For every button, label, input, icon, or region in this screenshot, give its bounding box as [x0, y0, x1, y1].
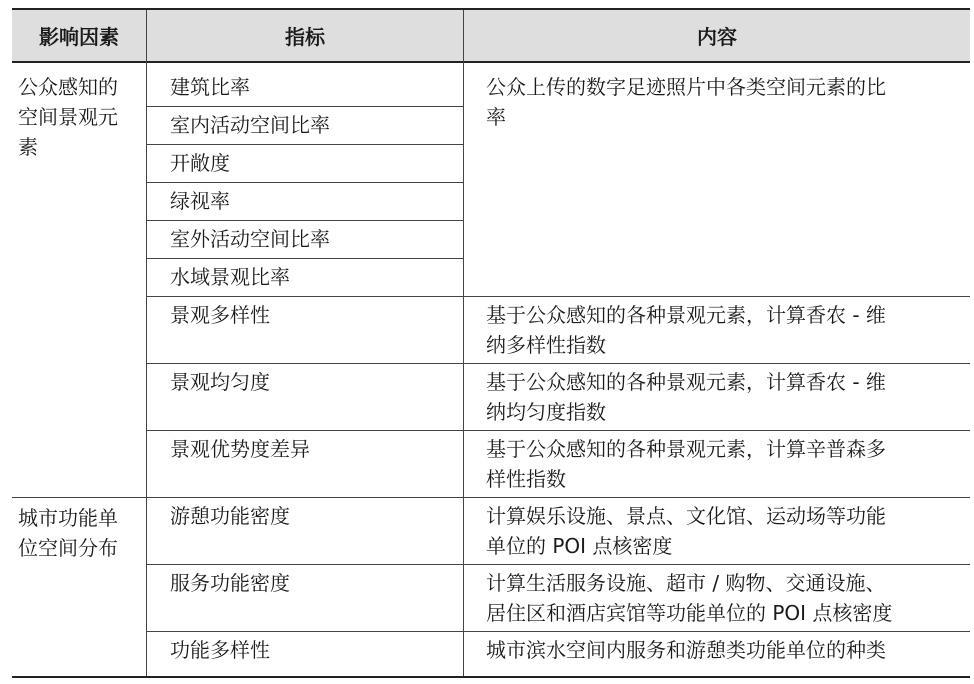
- content-line: 纳均匀度指数: [486, 400, 606, 424]
- factor-cell-perception: [18, 72, 118, 162]
- factor-line: 公众感知的: [18, 75, 118, 99]
- row-divider: [147, 296, 970, 297]
- row-divider: [147, 258, 463, 259]
- indicator-cell: 游憩功能密度: [170, 504, 290, 528]
- content-line: 单位的 POI 点核密度: [486, 534, 673, 558]
- content-line: 基于公众感知的各种景观元素，计算香农 - 维: [486, 303, 886, 327]
- content-cell: [486, 367, 886, 427]
- indicator-cell: 建筑比率: [170, 75, 250, 99]
- factor-line: 位空间分布: [18, 536, 118, 560]
- content-line: 率: [486, 105, 506, 129]
- content-cell: [486, 501, 886, 561]
- row-divider: [147, 363, 970, 364]
- header-content: 内容: [697, 25, 737, 49]
- indicator-cell: 室内活动空间比率: [170, 113, 330, 137]
- content-cell: [486, 434, 886, 494]
- indicator-cell: 绿视率: [170, 189, 230, 213]
- content-line: 居住区和酒店宾馆等功能单位的 POI 点核密度: [486, 601, 893, 625]
- indicator-cell: 景观均匀度: [170, 370, 270, 394]
- indicator-cell: 服务功能密度: [170, 571, 290, 595]
- indicator-cell: 室外活动空间比率: [170, 227, 330, 251]
- table-bottom-rule: [12, 676, 970, 678]
- row-divider: [147, 430, 970, 431]
- content-line: 纳多样性指数: [486, 333, 606, 357]
- indicator-cell: 景观多样性: [170, 303, 270, 327]
- content-line: 计算生活服务设施、超市 / 购物、交通设施、: [486, 571, 886, 595]
- indicator-cell: 功能多样性: [170, 638, 270, 662]
- column-divider-2: [463, 10, 464, 676]
- content-line: 样性指数: [486, 467, 566, 491]
- row-divider: [147, 564, 970, 565]
- row-divider: [147, 144, 463, 145]
- column-divider-1: [146, 10, 147, 676]
- content-cell: [486, 568, 892, 628]
- factor-cell-function: [18, 503, 118, 563]
- row-divider: [147, 220, 463, 221]
- indicator-cell: 景观优势度差异: [170, 437, 310, 461]
- factor-line: 城市功能单: [18, 506, 118, 530]
- factor-line: 空间景观元: [18, 105, 118, 129]
- header-indicator: 指标: [285, 25, 325, 49]
- factor-line: 素: [18, 135, 38, 159]
- row-divider: [147, 631, 970, 632]
- content-line: 基于公众感知的各种景观元素，计算辛普森多: [486, 437, 886, 461]
- indicator-cell: 水域景观比率: [170, 265, 290, 289]
- content-line: 计算娱乐设施、景点、文化馆、运动场等功能: [486, 504, 886, 528]
- content-line: 公众上传的数字足迹照片中各类空间元素的比: [486, 75, 886, 99]
- content-cell: [486, 72, 886, 132]
- indicator-cell: 开敞度: [170, 151, 230, 175]
- header-factor: 影响因素: [39, 25, 119, 49]
- content-cell: [486, 635, 886, 665]
- row-divider: [147, 106, 463, 107]
- content-cell: [486, 300, 886, 360]
- content-line: 基于公众感知的各种景观元素，计算香农 - 维: [486, 370, 886, 394]
- row-divider: [147, 182, 463, 183]
- table-header-rule: [12, 61, 970, 63]
- group-divider: [12, 497, 970, 498]
- content-line: 城市滨水空间内服务和游憩类功能单位的种类: [486, 638, 886, 662]
